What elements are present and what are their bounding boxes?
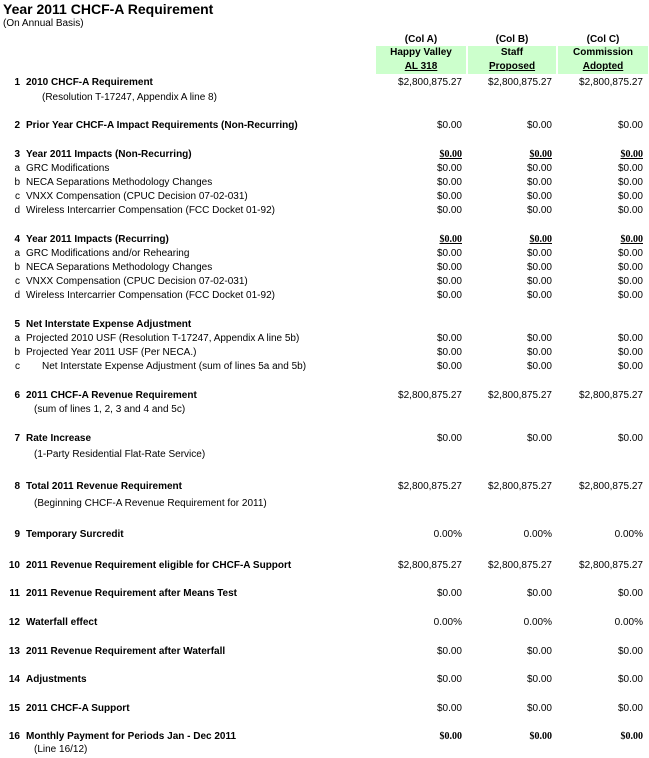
col-a-sub: AL 318 [404, 61, 438, 72]
row-note: (sum of lines 1, 2, 3 and 4 and 5c) [34, 404, 186, 415]
col-b-value: $0.00 [526, 248, 552, 259]
table-row [0, 480, 649, 494]
row-number: 4 [14, 234, 20, 245]
col-b-name: Staff [500, 47, 524, 58]
row-label: Adjustments [26, 674, 87, 685]
row-letter: a [14, 248, 20, 259]
col-c-value: $0.00 [617, 646, 643, 657]
row-number: 16 [8, 731, 20, 742]
row-number: 6 [14, 390, 20, 401]
row-label: Total 2011 Revenue Requirement [26, 481, 182, 492]
col-a-value: $2,800,875.27 [398, 560, 462, 571]
col-c-value: $0.00 [617, 433, 643, 444]
col-b-value: $0.00 [529, 234, 552, 245]
col-b-value: $0.00 [526, 333, 552, 344]
col-c-value: $0.00 [620, 149, 643, 160]
row-label: NECA Separations Methodology Changes [26, 177, 213, 188]
table-row [0, 616, 649, 630]
col-a-name: Happy Valley [390, 47, 452, 58]
col-a-value: $0.00 [439, 731, 462, 742]
table-row [0, 587, 649, 601]
row-letter: c [15, 361, 20, 372]
col-c-code: (Col C) [586, 34, 620, 45]
row-label: VNXX Compensation (CPUC Decision 07-02-031) [26, 191, 248, 202]
col-a-value: $0.00 [436, 276, 462, 287]
row-number: 14 [8, 674, 20, 685]
row-number: 12 [8, 617, 20, 628]
row-label: 2011 CHCF-A Support [26, 703, 130, 714]
row-number: 1 [14, 77, 20, 88]
row-label: Year 2011 Impacts (Recurring) [26, 234, 169, 245]
col-c-value: $0.00 [617, 248, 643, 259]
col-b-sub: Proposed [488, 61, 536, 72]
table-row [0, 702, 649, 716]
row-number: 2 [14, 120, 20, 131]
col-a-value: 0.00% [433, 617, 462, 628]
col-a-value: $0.00 [436, 191, 462, 202]
col-a-value: $0.00 [436, 588, 462, 599]
col-c-value: $0.00 [617, 588, 643, 599]
col-b-value: $2,800,875.27 [488, 390, 552, 401]
page-subtitle: (On Annual Basis) [3, 18, 84, 29]
col-c-value: $0.00 [617, 674, 643, 685]
row-letter: b [14, 177, 20, 188]
col-c-sub: Adopted [582, 61, 624, 72]
col-a-value: $0.00 [436, 290, 462, 301]
table-row-note [0, 743, 649, 757]
col-a-value: $0.00 [436, 248, 462, 259]
table-row [0, 247, 649, 261]
table-row-note [0, 403, 649, 417]
col-a-code: (Col A) [404, 34, 438, 45]
table-row [0, 389, 649, 403]
col-b-value: $2,800,875.27 [488, 560, 552, 571]
table-row [0, 148, 649, 162]
row-letter: c [15, 276, 20, 287]
col-a-value: $0.00 [436, 703, 462, 714]
row-label: Wireless Intercarrier Compensation (FCC Docket 01-92) [26, 290, 275, 301]
col-c-value: $0.00 [617, 361, 643, 372]
table-row [0, 233, 649, 247]
col-b-code: (Col B) [495, 34, 529, 45]
col-a-value: $2,800,875.27 [398, 77, 462, 88]
col-b-value: $2,800,875.27 [488, 481, 552, 492]
col-b-value: $0.00 [526, 674, 552, 685]
row-number: 7 [14, 433, 20, 444]
col-c-value: 0.00% [614, 617, 643, 628]
row-label: Projected Year 2011 USF (Per NECA.) [26, 347, 197, 358]
table-row [0, 119, 649, 133]
col-a-value: $0.00 [436, 646, 462, 657]
col-b-value: 0.00% [523, 529, 552, 540]
row-label: Rate Increase [26, 433, 92, 444]
col-b-header [468, 46, 556, 74]
row-letter: b [14, 347, 20, 358]
col-c-value: $0.00 [620, 731, 643, 742]
row-label: 2011 Revenue Requirement after Waterfall [26, 646, 226, 657]
col-c-value: $0.00 [617, 191, 643, 202]
row-note: (Beginning CHCF-A Revenue Requirement for 2011) [34, 498, 267, 509]
col-a-value: $2,800,875.27 [398, 390, 462, 401]
row-label: VNXX Compensation (CPUC Decision 07-02-031) [26, 276, 248, 287]
row-label: Net Interstate Expense Adjustment [26, 319, 192, 330]
table-row-note [0, 497, 649, 511]
col-c-value: $0.00 [617, 290, 643, 301]
table-row [0, 528, 649, 542]
col-b-value: $0.00 [529, 149, 552, 160]
col-a-value: $0.00 [436, 163, 462, 174]
col-a-value: $0.00 [436, 433, 462, 444]
row-number: 5 [14, 319, 20, 330]
col-b-value: $0.00 [526, 205, 552, 216]
table-row [0, 559, 649, 573]
col-a-value: $0.00 [436, 347, 462, 358]
col-c-value: $0.00 [617, 120, 643, 131]
col-a-value: $0.00 [436, 205, 462, 216]
row-label: Year 2011 Impacts (Non-Recurring) [26, 149, 192, 160]
col-b-value: $0.00 [526, 347, 552, 358]
row-label: Prior Year CHCF-A Impact Requirements (Non-Recurring) [26, 120, 298, 131]
row-number: 11 [9, 588, 20, 599]
col-c-value: $0.00 [617, 205, 643, 216]
row-note: (Line 16/12) [34, 744, 88, 755]
row-number: 15 [8, 703, 20, 714]
table-row [0, 162, 649, 176]
col-c-value: $0.00 [617, 347, 643, 358]
row-letter: a [14, 163, 20, 174]
row-number: 10 [8, 560, 20, 571]
col-c-value: $0.00 [620, 234, 643, 245]
col-b-value: $0.00 [529, 731, 552, 742]
table-row-note [0, 91, 649, 105]
table-row [0, 318, 649, 332]
col-b-value: $0.00 [526, 588, 552, 599]
col-c-value: $2,800,875.27 [579, 560, 643, 571]
table-row [0, 204, 649, 218]
row-note: (1-Party Residential Flat-Rate Service) [34, 449, 206, 460]
col-a-value: $0.00 [436, 177, 462, 188]
col-c-value: $2,800,875.27 [579, 390, 643, 401]
row-label: GRC Modifications and/or Rehearing [26, 248, 190, 259]
col-c-value: $0.00 [617, 703, 643, 714]
col-b-value: $0.00 [526, 290, 552, 301]
row-label: GRC Modifications [26, 163, 110, 174]
col-c-value: $0.00 [617, 163, 643, 174]
row-number: 9 [14, 529, 20, 540]
table-row [0, 673, 649, 687]
col-c-value: $0.00 [617, 177, 643, 188]
col-a-value: $0.00 [436, 361, 462, 372]
row-label: 2011 Revenue Requirement after Means Test [26, 588, 238, 599]
table-row [0, 346, 649, 360]
table-row [0, 730, 649, 744]
row-label: 2010 CHCF-A Requirement [26, 77, 153, 88]
table-row [0, 176, 649, 190]
row-letter: b [14, 262, 20, 273]
row-number: 8 [14, 481, 20, 492]
row-label: Waterfall effect [26, 617, 98, 628]
col-c-value: $2,800,875.27 [579, 77, 643, 88]
col-b-value: $0.00 [526, 646, 552, 657]
table-row [0, 190, 649, 204]
row-label: 2011 Revenue Requirement eligible for CHCF-A Support [26, 560, 292, 571]
row-label: Projected 2010 USF (Resolution T-17247, Appendix A line 5b) [26, 333, 300, 344]
table-row [0, 432, 649, 446]
col-b-value: $0.00 [526, 276, 552, 287]
col-a-value: $0.00 [439, 234, 462, 245]
col-a-value: $0.00 [436, 262, 462, 273]
col-b-value: $0.00 [526, 120, 552, 131]
col-a-value: $0.00 [436, 120, 462, 131]
col-c-header [558, 46, 648, 74]
table-row [0, 360, 649, 374]
col-a-value: $2,800,875.27 [398, 481, 462, 492]
table-row [0, 645, 649, 659]
col-b-value: $0.00 [526, 177, 552, 188]
col-b-value: $0.00 [526, 361, 552, 372]
table-row [0, 332, 649, 346]
row-label: NECA Separations Methodology Changes [26, 262, 213, 273]
row-note: (Resolution T-17247, Appendix A line 8) [42, 92, 217, 103]
row-label: 2011 CHCF-A Revenue Requirement [26, 390, 197, 401]
col-c-value: $0.00 [617, 262, 643, 273]
row-number: 3 [14, 149, 20, 160]
row-label: Monthly Payment for Periods Jan - Dec 2011 [26, 731, 237, 742]
col-a-value: $0.00 [436, 333, 462, 344]
row-label: Net Interstate Expense Adjustment (sum of lines 5a and 5b) [42, 361, 307, 372]
col-b-value: 0.00% [523, 617, 552, 628]
col-b-value: $0.00 [526, 262, 552, 273]
col-a-value: $0.00 [439, 149, 462, 160]
col-a-value: $0.00 [436, 674, 462, 685]
row-letter: a [14, 333, 20, 344]
table-row [0, 261, 649, 275]
col-b-value: $0.00 [526, 703, 552, 714]
col-a-header [376, 46, 466, 74]
col-b-value: $0.00 [526, 191, 552, 202]
col-c-value: $0.00 [617, 276, 643, 287]
table-row [0, 289, 649, 303]
row-letter: d [14, 205, 20, 216]
row-letter: c [15, 191, 20, 202]
table-row [0, 76, 649, 90]
col-c-value: 0.00% [614, 529, 643, 540]
row-label: Wireless Intercarrier Compensation (FCC Docket 01-92) [26, 205, 275, 216]
row-number: 13 [8, 646, 20, 657]
col-b-value: $0.00 [526, 163, 552, 174]
col-a-value: 0.00% [433, 529, 462, 540]
col-b-value: $0.00 [526, 433, 552, 444]
table-row [0, 275, 649, 289]
row-letter: d [14, 290, 20, 301]
row-label: Temporary Surcredit [26, 529, 124, 540]
col-c-name: Commission [572, 47, 633, 58]
page-title: Year 2011 CHCF-A Requirement [3, 1, 214, 17]
col-c-value: $2,800,875.27 [579, 481, 643, 492]
col-b-value: $2,800,875.27 [488, 77, 552, 88]
table-row-note [0, 448, 649, 462]
col-c-value: $0.00 [617, 333, 643, 344]
